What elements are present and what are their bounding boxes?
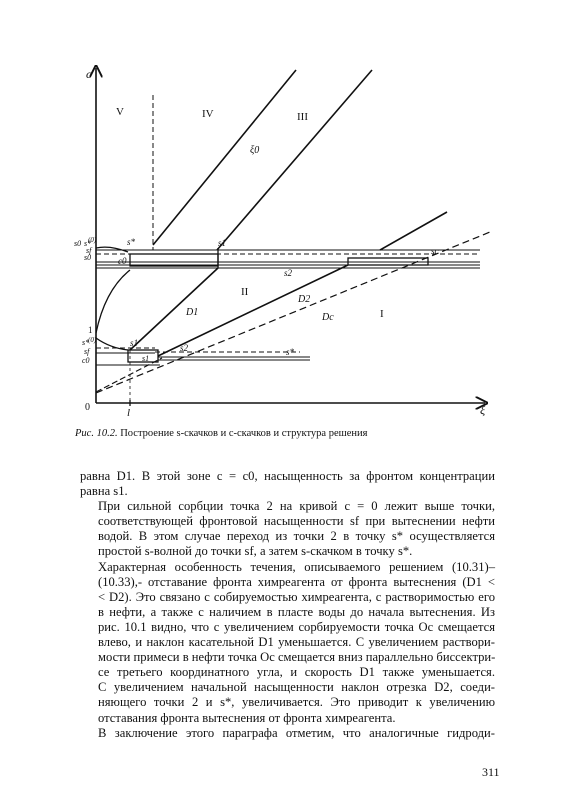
c-rise-curve: [96, 270, 130, 333]
upper-right-line: [380, 212, 447, 250]
region-v-label: V: [116, 106, 124, 118]
text-line: Характерная особенность течения, описываемого решением (10.31)–: [98, 559, 495, 574]
text-line: соответствующей фронтовой насыщенности sf при вытеснении нефти: [98, 514, 495, 529]
axis-y-label: c: [86, 67, 92, 81]
text-line: мости примеси в нефти точка Oc смещается вниз параллельно биссектри-: [98, 650, 496, 665]
left-upper-sstar-label: s*: [84, 239, 92, 248]
text-line: се третьего координатного угла, и скорость D1 также уменьшается.: [98, 665, 495, 680]
left-upper-s0b-label: s0: [84, 253, 92, 262]
text-line: няющего точки 2 и s*, увеличивается. Это приводит к увеличению: [98, 695, 495, 710]
upper-s-star-label: s*: [127, 237, 136, 247]
xi0-label: ξ0: [250, 145, 260, 156]
text-line: При сильной сорбции точка 2 на кривой c = 0 лежит выше точки,: [98, 499, 495, 514]
dc-label: Dc: [322, 312, 334, 323]
paragraph-1: [80, 469, 495, 499]
text-line: в нефти, а также с наличием в пласте воды до начала вытеснения. Из: [98, 604, 495, 619]
upper-s2-label: s2: [284, 268, 293, 278]
dc-line: [96, 232, 490, 393]
origin-label: 0: [85, 402, 90, 413]
left-upper-s0-label: s0: [74, 239, 82, 248]
d2-label: D2: [298, 294, 311, 305]
lower-s1-box-label: s1: [142, 354, 150, 363]
left-lower-c0-label: c0: [82, 356, 90, 365]
region-iv-label: IV: [202, 108, 214, 120]
sc-label: sc: [431, 246, 439, 256]
figure-caption: [75, 427, 515, 440]
text-line: простой s-волной до точки sf, а затем s-скачком в точку s*.: [98, 544, 413, 559]
region-iii-label: III: [297, 111, 308, 123]
lower-dashed-ray: [96, 358, 162, 392]
upper-c0-label: c0: [118, 256, 127, 266]
lower-s-star-label: s*: [286, 347, 295, 357]
left-upper-sf-label: sf: [86, 246, 92, 255]
d1-line: [130, 268, 218, 350]
text-line: В заключение этого параграфа отметим, что аналогичные гидроди-: [98, 725, 495, 740]
left-lower-paren-label: (0): [88, 336, 97, 344]
text-line: < D2). Это связано с собируемостью химреагента, с растворимостью его: [98, 589, 495, 604]
text-line: рис. 10.1 видно, что с увеличением сорбируемости точка Oc смещается: [98, 619, 495, 634]
left-lower-sf-label: sf: [84, 347, 90, 356]
text-line: (10.33),- отставание фронта химреагента от фронта вытеснения (D1 <: [98, 574, 495, 589]
text-line: С увеличением начальной насыщенности наклон отрезка D2, соеди-: [98, 680, 495, 695]
x-tick-label-l: l: [127, 407, 131, 419]
left-lower-sstar-label: s*: [82, 338, 90, 347]
left-upper-paren-label: (0): [88, 236, 97, 244]
paragraph-2: [80, 499, 495, 559]
axis-x-label: ξ: [480, 403, 486, 417]
caption-label: Рис. 10.2.: [75, 428, 118, 439]
upper-s1-label: s1: [218, 238, 227, 248]
body-text: [80, 469, 495, 741]
region-ii-label: II: [241, 286, 249, 298]
zone-iii-line: [217, 70, 372, 250]
lower-s1-label: s1: [130, 338, 139, 348]
upper-box-s1: [130, 254, 218, 266]
caption-text: Построение s-скачков и c-скачков и структура решения: [117, 428, 368, 439]
page-number: 311: [482, 765, 500, 779]
text-line: равна D1. В этой зоне c = c0, насыщенность за фронтом концентрации: [80, 469, 495, 483]
text-line: отставания фронта вытеснения от фронта химреагента.: [98, 710, 396, 725]
text-line: влево, и наклон касательной D1 уменьшается. С увеличением раствори-: [98, 635, 495, 650]
text-line: водой. В этом случае переход из точки 2 в точку s* осуществляется: [98, 529, 495, 544]
region-i-label: I: [380, 308, 384, 320]
left-one-label: 1: [88, 325, 93, 335]
xi0-line: [153, 70, 296, 245]
paragraph-4: [80, 726, 495, 741]
text-line: равна s1.: [80, 484, 128, 499]
d1-label: D1: [186, 307, 199, 318]
paragraph-3: [80, 560, 495, 726]
lower-s2-label: s2: [180, 343, 189, 353]
